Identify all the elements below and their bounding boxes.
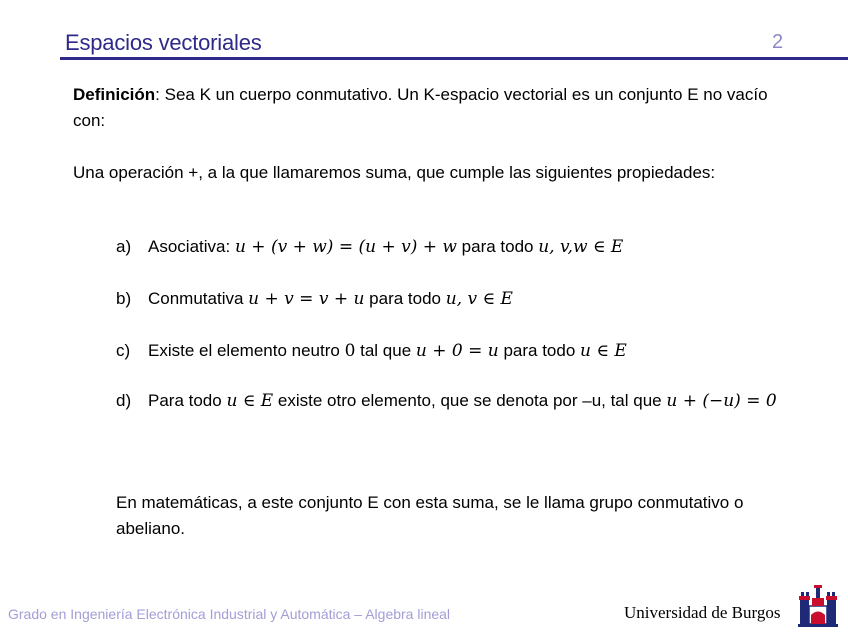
intro-paragraph: Una operación +, a la que llamaremos suma, que cumple las siguientes propiedades:	[73, 163, 716, 182]
item-connector: para todo	[498, 341, 580, 360]
item-label: b)	[116, 289, 132, 308]
page-number: 2	[772, 31, 784, 53]
math-expression: u + (−u) = 0	[666, 391, 777, 411]
math-expression: u + v = v + u	[248, 289, 365, 309]
item-prefix: Para todo	[148, 391, 227, 410]
math-zero: 0	[344, 341, 356, 361]
list-item	[116, 234, 781, 260]
footer-course: Grado en Ingeniería Electrónica Industrial y Automática – Algebra lineal	[8, 606, 451, 622]
list-item	[116, 338, 781, 364]
footer-university: Universidad de Burgos	[624, 603, 781, 622]
math-expression: u, v,w ∈ E	[538, 237, 624, 257]
item-connector: existe otro elemento, que se denota por –u, tal que	[273, 391, 667, 410]
math-expression: u + (v + w) = (u + v) + w	[234, 237, 457, 257]
slide-title: Espacios vectoriales	[65, 30, 262, 55]
item-connector: tal que	[355, 341, 416, 360]
item-label: d)	[116, 391, 132, 410]
math-expression: u ∈ E	[580, 341, 627, 361]
closing-paragraph: En matemáticas, a este conjunto E con esta suma, se le llama grupo conmutativo o abeliano.	[116, 493, 744, 538]
list-item	[116, 388, 781, 414]
university-logo-icon	[796, 584, 840, 628]
math-expression: u ∈ E	[226, 391, 274, 411]
list-item	[116, 286, 781, 312]
item-connector: para todo	[456, 237, 539, 256]
item-label: a)	[116, 237, 132, 256]
math-expression: u, v ∈ E	[445, 289, 513, 309]
title-underline	[60, 57, 848, 60]
definition-paragraph	[73, 82, 788, 134]
item-label: c)	[116, 341, 131, 360]
math-expression: u + 0 = u	[415, 341, 499, 361]
definition-label: Definición	[73, 85, 156, 104]
definition-text: : Sea K un cuerpo conmutativo. Un K-espacio vectorial es un conjunto E no vacío con:	[73, 85, 768, 130]
item-prefix: Existe el elemento neutro	[148, 341, 345, 360]
item-prefix: Asociativa:	[148, 237, 235, 256]
item-connector: para todo	[364, 289, 446, 308]
item-prefix: Conmutativa	[148, 289, 249, 308]
definition-block	[73, 82, 788, 186]
